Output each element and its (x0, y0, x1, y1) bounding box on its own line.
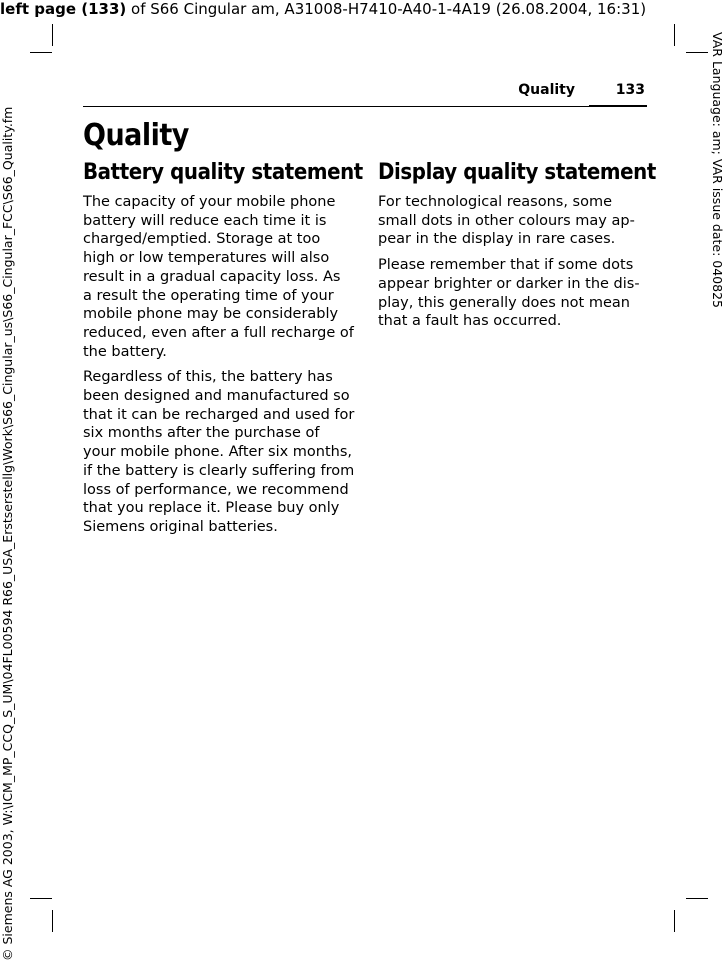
crop-mark (30, 52, 52, 53)
text-line: your mobile phone. After six months, (83, 444, 353, 461)
crop-mark (52, 24, 53, 46)
text-line: small dots in other colours may ap- (378, 212, 635, 229)
text-line: been designed and manufactured so (83, 388, 350, 405)
display-paragraph-1 (378, 193, 646, 249)
print-slug-details: of S66 Cingular am, A31008-H7410-A40-1-4A19 (26.08.2004, 16:31) (126, 0, 647, 18)
page-number: 133 (615, 82, 645, 98)
text-line: high or low temperatures will also (83, 250, 330, 267)
text-line: that you replace it. Please buy only (83, 500, 340, 517)
text-line: mobile phone may be considerably (83, 306, 339, 323)
side-file-path (0, 0, 16, 961)
battery-heading: Battery quality statement (83, 160, 363, 185)
text-line: result in a gradual capacity loss. As (83, 268, 341, 285)
crop-mark (686, 52, 708, 53)
crop-mark (674, 24, 675, 46)
text-line: For technological reasons, some (378, 194, 613, 210)
crop-mark (52, 910, 53, 932)
battery-section (83, 160, 363, 544)
text-line: battery will reduce each time it is (83, 212, 327, 229)
text-line: a result the operating time of your (83, 287, 334, 304)
text-line: that a fault has occurred. (378, 313, 562, 330)
running-head (83, 80, 647, 107)
text-line: the battery. (83, 343, 167, 360)
text-line: The capacity of your mobile phone (83, 194, 336, 210)
print-slug-page: left page (133) (0, 0, 127, 18)
print-slug (0, 0, 725, 18)
crop-mark (30, 898, 52, 899)
text-line: Regardless of this, the battery has (83, 369, 333, 386)
crop-mark (686, 898, 708, 899)
display-heading: Display quality statement (378, 160, 656, 185)
text-line: Please remember that if some dots (378, 257, 634, 274)
text-line: loss of performance, we recommend (83, 481, 349, 498)
side-language-info (709, 32, 725, 308)
running-head-rule (589, 105, 647, 107)
page-title: Quality (83, 118, 189, 153)
text-line: charged/emptied. Storage at too (83, 231, 321, 248)
text-line: if the battery is clearly suffering from (83, 462, 355, 479)
text-line: appear brighter or darker in the dis- (378, 275, 640, 292)
display-section (378, 160, 656, 338)
battery-paragraph-2 (83, 368, 355, 536)
display-paragraph-2 (378, 256, 646, 331)
text-line: that it can be recharged and used for (83, 406, 355, 423)
text-line: six months after the purchase of (83, 425, 320, 442)
crop-mark (674, 910, 675, 932)
running-head-section: Quality (518, 82, 575, 98)
side-file-path-text: © Siemens AG 2003, W:\ICM_MP_CCQ_S_UM\04FL00594 R66_USA_Erstserstellg\Work\S66_Cingular_us\S66_Cingular_FCC\S66_Quality.fm (0, 106, 15, 961)
text-line: Siemens original batteries. (83, 518, 278, 535)
battery-paragraph-1 (83, 193, 354, 361)
side-language-info-text: VAR Language: am; VAR issue date: 040825 (710, 32, 725, 308)
text-line: reduced, even after a full recharge of (83, 324, 354, 341)
text-line: play, this generally does not mean (378, 294, 630, 311)
text-line: pear in the display in rare cases. (378, 231, 616, 248)
